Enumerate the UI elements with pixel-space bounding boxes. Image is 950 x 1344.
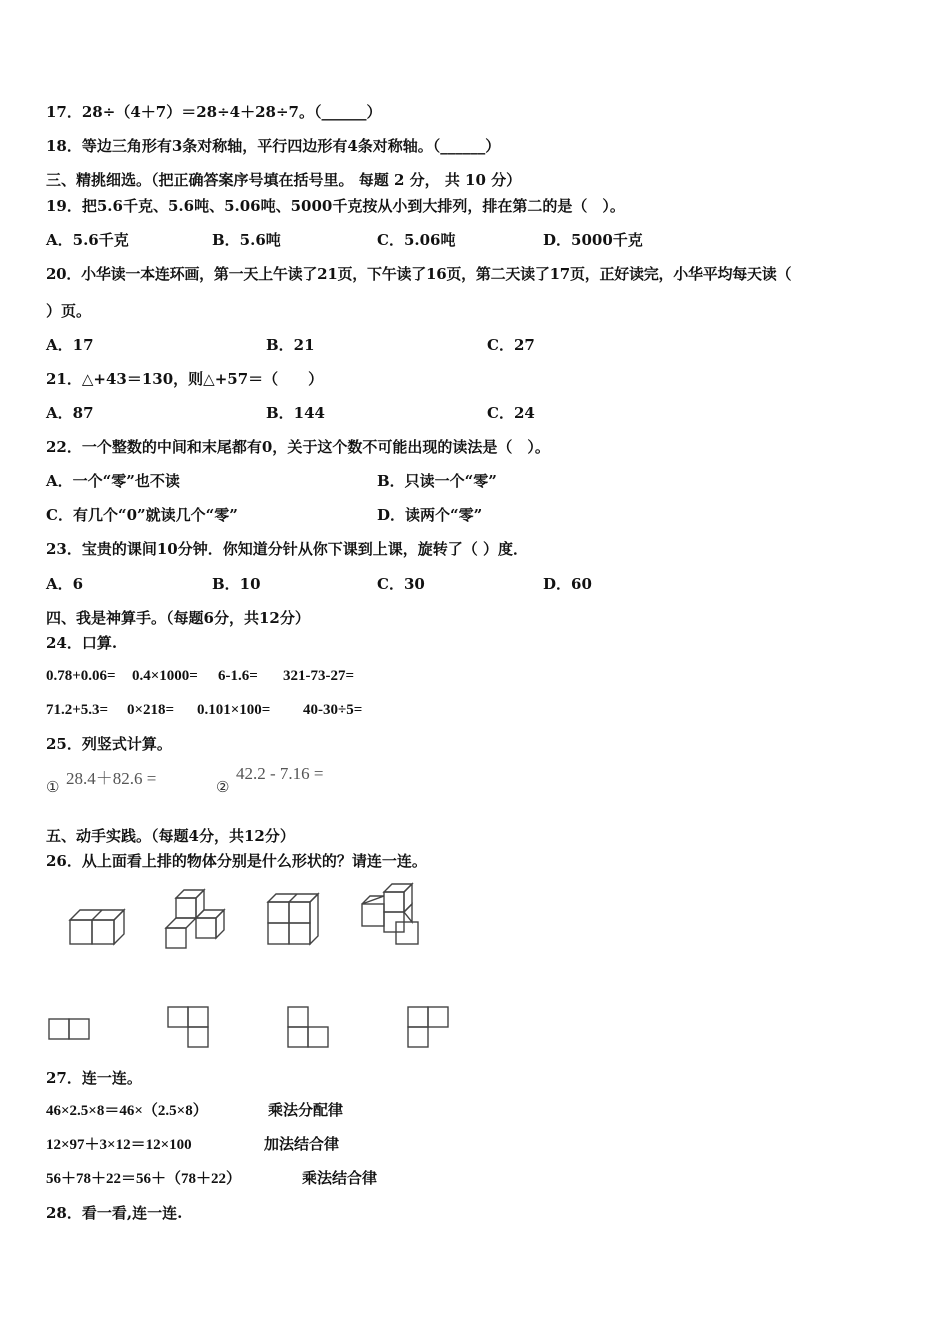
question-18: 18．等边三角形有3条对称轴，平行四边形有4条对称轴。（______） [46,137,501,155]
vertical-calc-expr-1: 28.4＋82.6 = [66,769,157,788]
q19-option-d: D．5000千克 [543,231,643,249]
vertical-calc-expr-2: 42.2 - 7.16 = [236,764,324,783]
match-right-2: 加法结合律 [264,1137,340,1153]
match-left-1: 46×2.5×8＝46×（2.5×8） [46,1103,208,1119]
q22-option-a: A．一个“零”也不读 [46,472,180,490]
question-22: 22．一个整数的中间和末尾都有0，关于这个数不可能出现的读法是（ ）。 [46,438,550,456]
top-view-1 [48,1017,92,1041]
top-view-4 [406,1005,452,1049]
mental-calc-7: 0.101×100= [197,702,271,718]
section-5-heading: 五、动手实践。（每题4分，共12分） [46,827,295,845]
mental-calc-8: 40-30÷5= [303,702,363,718]
question-23: 23．宝贵的课间10分钟．你知道分针从你下课到上课，旋转了（ ）度． [46,540,528,558]
cube-object-2 [160,888,230,950]
q22-option-d: D．读两个“零” [377,506,483,524]
q20-option-c: C．27 [487,336,535,354]
section-3-heading: 三、精挑细选。（把正确答案序号填在括号里。 每题 2 分， 共 10 分） [46,171,522,189]
cube-object-3 [264,892,324,948]
vertical-calc-num-2: ② [216,778,230,796]
question-20: 20．小华读一本连环画，第一天上午读了21页，下午读了16页，第二天读了17页，正好读完，小华平均每天读（ [46,265,792,283]
cube-object-4 [356,882,426,948]
question-28: 28．看一看,连一连. [46,1204,183,1222]
q19-option-c: C．5.06吨 [377,231,456,249]
top-view-3 [286,1005,332,1049]
q21-option-c: C．24 [487,404,535,422]
mental-calc-2: 0.4×1000= [132,668,198,684]
q20-option-b: B．21 [266,336,315,354]
mental-calc-1: 0.78+0.06= [46,668,116,684]
match-left-3: 56＋78＋22＝56＋（78＋22） [46,1171,242,1187]
question-17: 17．28÷（4＋7）＝28÷4＋28÷7。（______） [46,103,382,121]
section-4-heading: 四、我是神算手。（每题6分，共12分） [46,609,310,627]
q20-option-a: A．17 [46,336,94,354]
q19-option-a: A．5.6千克 [46,231,129,249]
question-26: 26．从上面看上排的物体分别是什么形状的？请连一连。 [46,852,427,870]
q23-option-d: D．60 [543,575,592,593]
q23-option-b: B．10 [212,575,261,593]
q19-option-b: B．5.6吨 [212,231,281,249]
question-21: 21．△+43＝130，则△+57＝（ ） [46,370,324,388]
vertical-calc-num-1: ① [46,778,60,796]
q21-option-a: A．87 [46,404,94,422]
mental-calc-6: 0×218= [127,702,175,718]
q23-option-a: A．6 [46,575,84,593]
question-19: 19．把5.6千克、5.6吨、5.06吨、5000千克按从小到大排列，排在第二的是（ ）。 [46,197,625,215]
q22-option-b: B．只读一个“零” [377,472,497,490]
question-25: 25．列竖式计算。 [46,735,172,753]
q22-option-c: C．有几个“0”就读几个“零” [46,506,238,524]
mental-calc-3: 6-1.6= [218,668,258,684]
match-right-1: 乘法分配律 [268,1103,344,1119]
q21-option-b: B．144 [266,404,325,422]
question-24: 24．口算. [46,634,118,652]
mental-calc-5: 71.2+5.3= [46,702,109,718]
match-left-2: 12×97＋3×12＝12×100 [46,1137,192,1153]
q23-option-c: C．30 [377,575,425,593]
mental-calc-4: 321-73-27= [283,668,355,684]
question-27: 27．连一连。 [46,1069,142,1087]
match-right-3: 乘法结合律 [302,1171,378,1187]
cube-object-1 [66,900,126,950]
top-view-2 [166,1005,212,1049]
question-20-cont: ）页。 [46,302,92,320]
